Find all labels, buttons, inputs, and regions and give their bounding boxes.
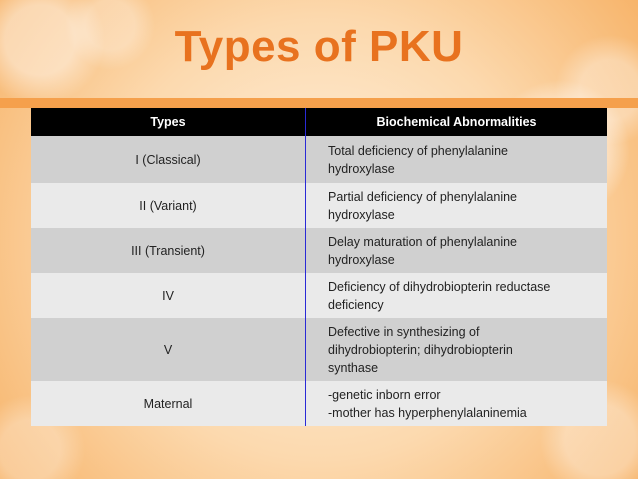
type-cell: Maternal xyxy=(31,381,306,426)
abnormality-cell xyxy=(306,318,608,381)
abnormality-line: Total deficiency of phenylalanine xyxy=(328,143,508,158)
table-row xyxy=(31,228,607,273)
pku-types-table xyxy=(31,108,607,426)
abnormality-line: -mother has hyperphenylalaninemia xyxy=(328,405,527,420)
table-row xyxy=(31,273,607,318)
table-header-row xyxy=(31,108,607,136)
abnormality-cell xyxy=(306,228,608,273)
type-cell: II (Variant) xyxy=(31,183,306,228)
abnormality-line: hydroxylase xyxy=(328,252,395,267)
abnormality-line: deficiency xyxy=(328,297,384,312)
header-biochemical-abnormalities: Biochemical Abnormalities xyxy=(306,108,608,136)
abnormality-line: Defective in synthesizing of xyxy=(328,324,480,339)
abnormality-line: dihydrobiopterin; dihydrobiopterin xyxy=(328,342,513,357)
type-cell: V xyxy=(31,318,306,381)
table-row xyxy=(31,318,607,381)
abnormality-line: -genetic inborn error xyxy=(328,387,441,402)
abnormality-line: Deficiency of dihydrobiopterin reductase xyxy=(328,279,551,294)
abnormality-line: Delay maturation of phenylalanine xyxy=(328,234,518,249)
type-cell: III (Transient) xyxy=(31,228,306,273)
abnormality-line: hydroxylase xyxy=(328,207,395,222)
table-row xyxy=(31,381,607,426)
header-types: Types xyxy=(31,108,306,136)
abnormality-cell xyxy=(306,273,608,318)
type-cell: I (Classical) xyxy=(31,136,306,183)
table-row xyxy=(31,183,607,228)
type-cell: IV xyxy=(31,273,306,318)
table-row xyxy=(31,136,607,183)
abnormality-line: Partial deficiency of phenylalanine xyxy=(328,189,518,204)
abnormality-line: synthase xyxy=(328,360,379,375)
abnormality-cell xyxy=(306,136,608,183)
abnormality-cell xyxy=(306,183,608,228)
abnormality-cell xyxy=(306,381,608,426)
slide-title: Types of PKU xyxy=(174,22,464,71)
abnormality-line: hydroxylase xyxy=(328,161,395,176)
decorative-band xyxy=(0,98,638,108)
